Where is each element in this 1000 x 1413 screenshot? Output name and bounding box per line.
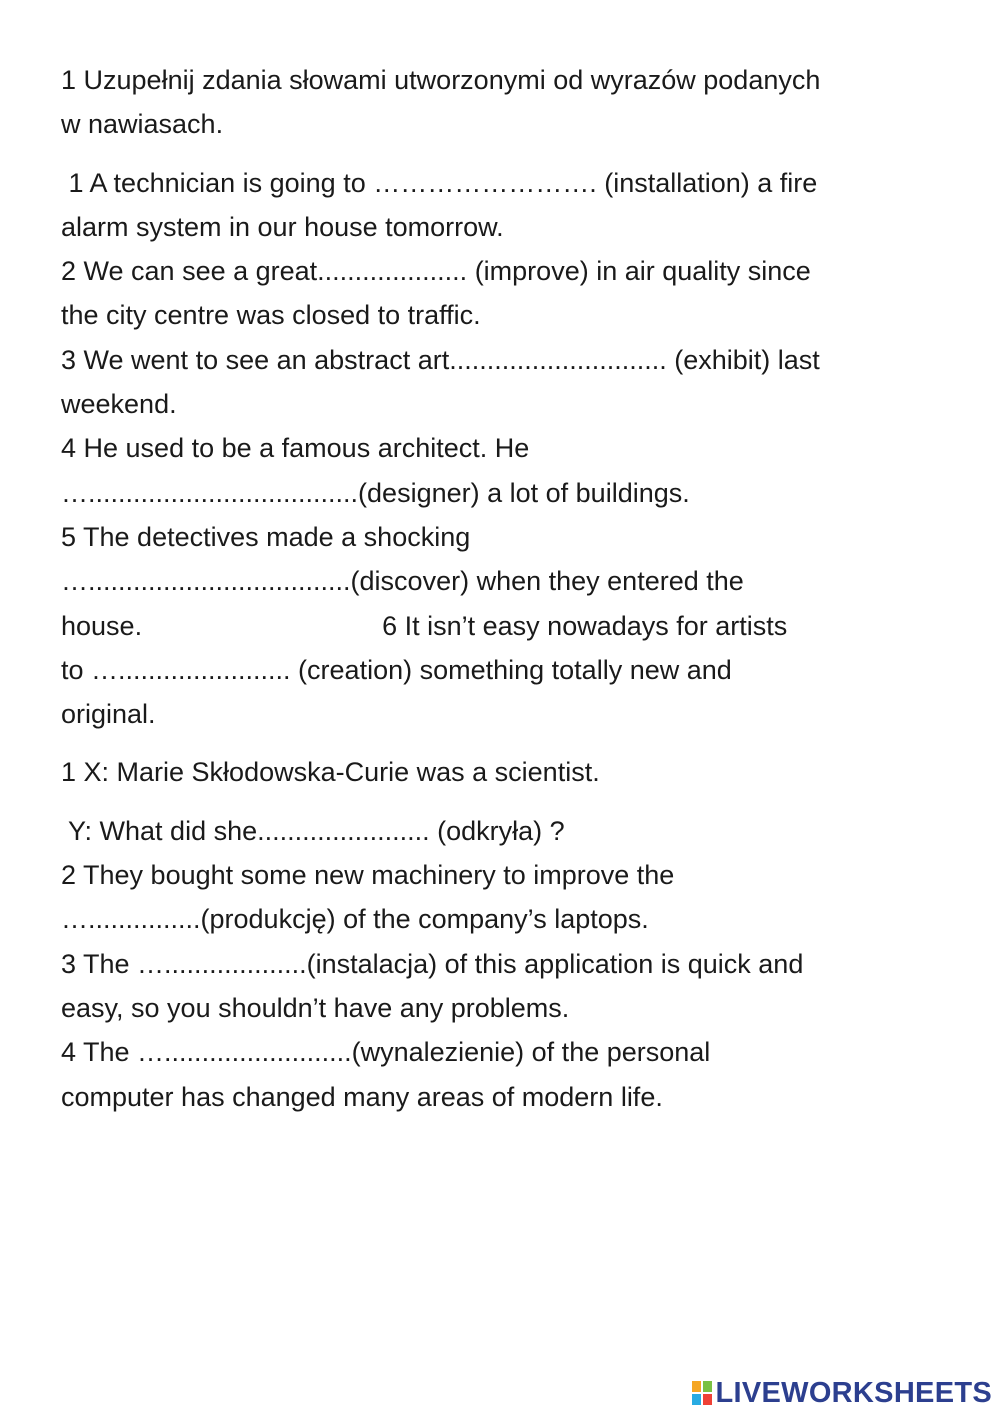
sentence-line: to …....................... (creation) something totally new and — [61, 654, 732, 685]
sentence-line: 3 We went to see an abstract art............................. (exhibit) last — [61, 344, 820, 375]
sentence-line: …...................................(discover) when they entered the — [61, 566, 744, 597]
sentence-line: original. — [61, 699, 156, 730]
instruction-line: w nawiasach. — [61, 109, 224, 140]
sentence-line: 5 The detectives made a shocking — [61, 521, 471, 552]
exercise-section-2-intro — [61, 750, 951, 794]
sentence-line: 1 X: Marie Skłodowska-Curie was a scientist. — [61, 757, 600, 788]
sentence-line: 4 The ….........................(wynalezienie) of the personal — [61, 1037, 711, 1068]
logo-square — [691, 1393, 702, 1406]
worksheet-page — [61, 58, 951, 1119]
sentence-line: …...............(produkcję) of the company’s laptops. — [61, 904, 649, 935]
sentence-line: the city centre was closed to traffic. — [61, 300, 481, 331]
sentence-line: easy, so you shouldn’t have any problems. — [61, 992, 570, 1023]
exercise-section-1 — [61, 161, 951, 737]
sentence-line: house. 6 It isn’t easy nowadays for artists — [61, 610, 788, 641]
instruction — [61, 58, 951, 147]
logo-mark-icon — [691, 1380, 713, 1406]
logo-square — [691, 1380, 702, 1393]
liveworksheets-logo — [691, 1377, 993, 1409]
sentence-line: Y: What did she....................... (odkryła) ? — [61, 815, 565, 846]
sentence-line: 1 A technician is going to ……………………. (installation) a fire — [61, 167, 818, 198]
sentence-line: …....................................(designer) a lot of buildings. — [61, 477, 690, 508]
logo-square — [702, 1380, 713, 1393]
sentence-line: 2 They bought some new machinery to improve the — [61, 860, 675, 891]
sentence-line: 2 We can see a great.................... (improve) in air quality since — [61, 256, 811, 287]
logo-text: LIVEWORKSHEETS — [715, 1376, 992, 1409]
sentence-line: computer has changed many areas of modern life. — [61, 1081, 663, 1112]
logo-square — [702, 1393, 713, 1406]
instruction-line: 1 Uzupełnij zdania słowami utworzonymi od wyrazów podanych — [61, 65, 821, 95]
sentence-line: 3 The …...................(instalacja) of this application is quick and — [61, 948, 804, 979]
sentence-line: alarm system in our house tomorrow. — [61, 211, 504, 242]
sentence-line: 4 He used to be a famous architect. He — [61, 433, 530, 464]
exercise-section-2 — [61, 809, 951, 1119]
sentence-line: weekend. — [61, 389, 177, 420]
